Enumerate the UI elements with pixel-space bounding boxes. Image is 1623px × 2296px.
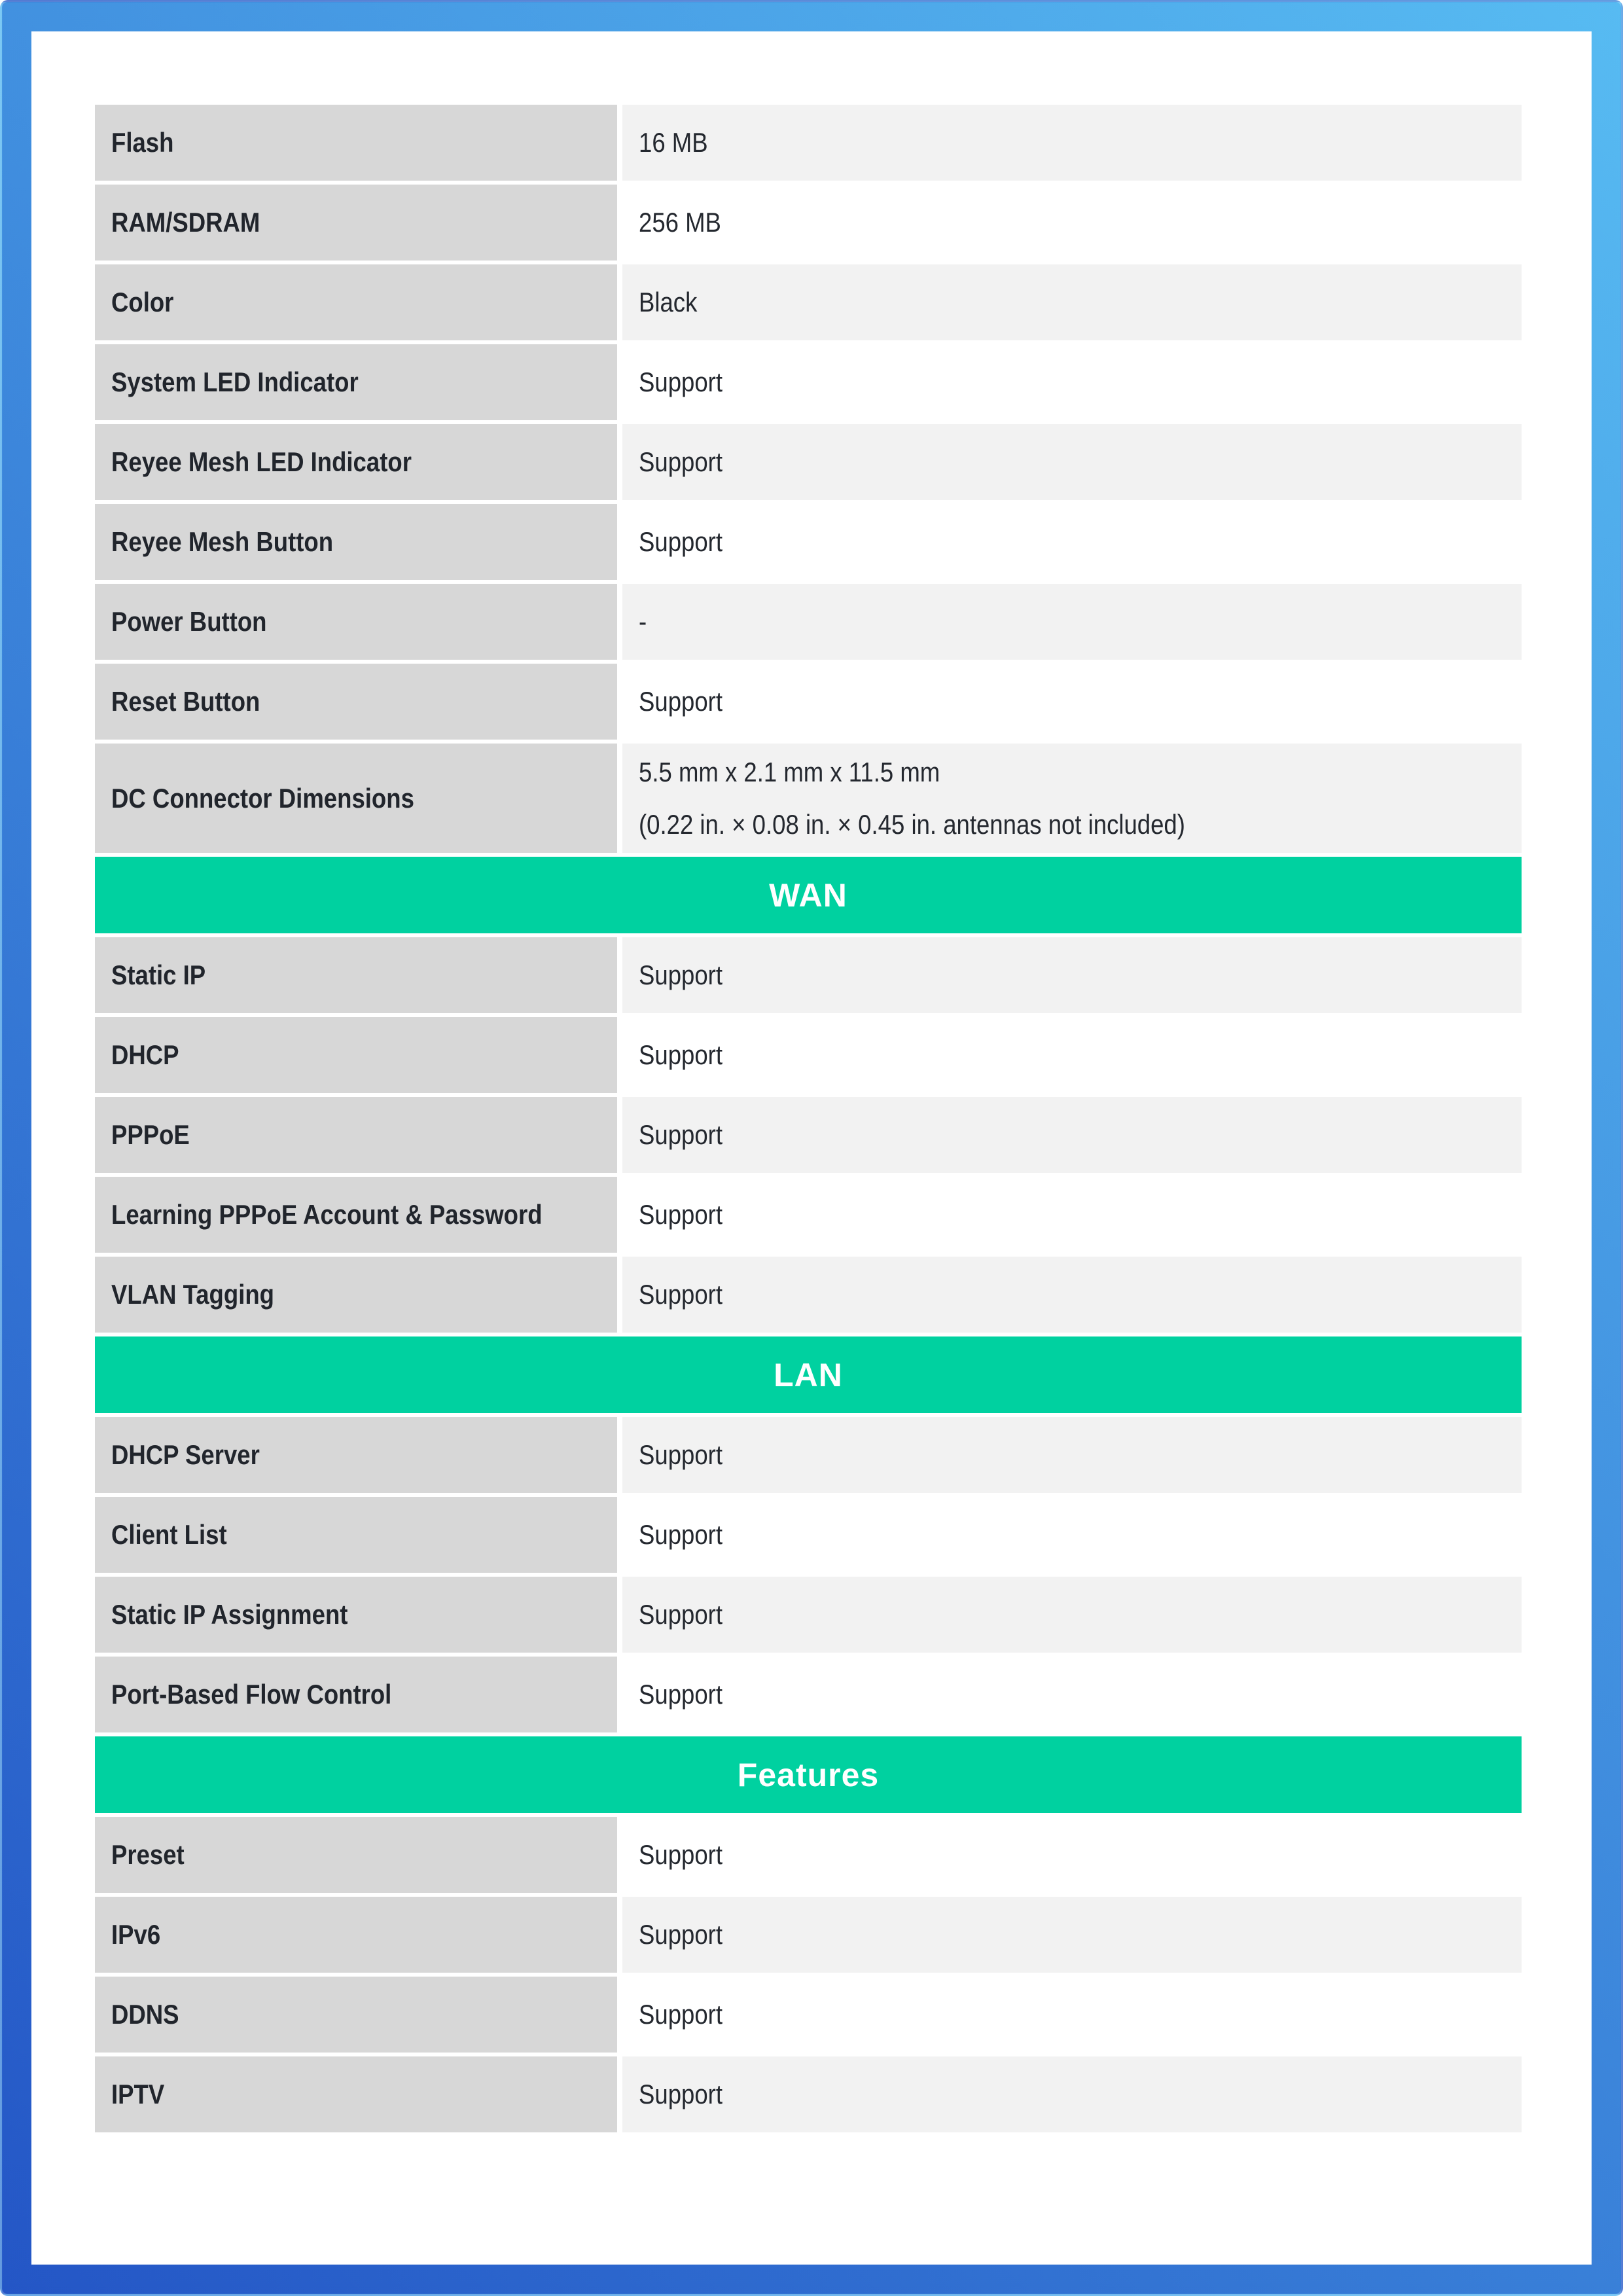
spec-row-dc-connector-dimensions (95, 744, 1522, 853)
spec-value-cell (622, 1017, 1522, 1093)
spec-label-cell (95, 1097, 617, 1173)
spec-value: Support (639, 1999, 722, 2030)
spec-value: Support (639, 526, 722, 557)
spec-row-ddns (95, 1977, 1522, 2053)
spec-label: Reyee Mesh LED Indicator (111, 446, 412, 477)
section-header-lan (95, 1336, 1522, 1413)
spec-label-cell (95, 1897, 617, 1973)
spec-label-cell (95, 1657, 617, 1732)
spec-label: Reyee Mesh Button (111, 526, 334, 557)
spec-value-cell (622, 105, 1522, 181)
spec-label: Learning PPPoE Account & Password (111, 1199, 543, 1230)
section-header-features (95, 1736, 1522, 1813)
spec-value: Support (639, 1039, 722, 1070)
spec-value: Support (639, 1679, 722, 1710)
spec-label-cell (95, 504, 617, 580)
spec-row-power-button (95, 584, 1522, 660)
spec-value: Support (639, 1839, 722, 1870)
spec-value: Support (639, 1199, 722, 1230)
spec-row-client-list (95, 1497, 1522, 1573)
spec-label-cell (95, 105, 617, 181)
spec-label-cell (95, 937, 617, 1013)
spec-value: 16 MB (639, 127, 708, 158)
spec-label: Power Button (111, 606, 267, 637)
spec-row-reyee-mesh-button (95, 504, 1522, 580)
spec-value-cell (622, 1817, 1522, 1893)
spec-label-cell (95, 344, 617, 420)
spec-row-ipv6 (95, 1897, 1522, 1973)
spec-value-cell (622, 2056, 1522, 2132)
spec-value-cell (622, 1257, 1522, 1333)
spec-label-cell (95, 1497, 617, 1573)
spec-row-flash (95, 105, 1522, 181)
spec-value: Black (639, 287, 698, 317)
spec-value-cell (622, 424, 1522, 500)
spec-value: Support (639, 1919, 722, 1950)
page-sheet (31, 31, 1592, 2265)
spec-label-cell (95, 1817, 617, 1893)
spec-value-cell (622, 344, 1522, 420)
spec-row-static-ip-assignment (95, 1577, 1522, 1653)
spec-label-cell (95, 1977, 617, 2053)
spec-value-cell (622, 1977, 1522, 2053)
spec-label: Preset (111, 1839, 185, 1870)
section-header-label: LAN (774, 1356, 843, 1393)
spec-value: Support (639, 446, 722, 477)
spec-row-port-based-flow-control (95, 1657, 1522, 1732)
spec-label-cell (95, 1017, 617, 1093)
spec-label: DC Connector Dimensions (111, 782, 414, 814)
spec-value-cell (622, 1417, 1522, 1493)
spec-value-cell (622, 504, 1522, 580)
spec-row-reset-button (95, 664, 1522, 740)
spec-value: Support (639, 1519, 722, 1550)
spec-label-cell (95, 1417, 617, 1493)
spec-value: Support (639, 1279, 722, 1310)
spec-value-cell (622, 1097, 1522, 1173)
spec-label-cell (95, 1257, 617, 1333)
spec-label: Static IP Assignment (111, 1599, 348, 1630)
spec-label-cell (95, 2056, 617, 2132)
spec-label: System LED Indicator (111, 367, 359, 397)
spec-value-cell (622, 185, 1522, 260)
section-header-wan (95, 857, 1522, 933)
spec-value-cell (622, 584, 1522, 660)
spec-label: DDNS (111, 1999, 179, 2030)
spec-label: IPv6 (111, 1919, 161, 1950)
spec-value-cell (622, 1177, 1522, 1253)
spec-label-cell (95, 744, 617, 853)
spec-value: Support (639, 1439, 722, 1470)
spec-label-cell (95, 1177, 617, 1253)
spec-row-preset (95, 1817, 1522, 1893)
spec-row-system-led-indicator (95, 344, 1522, 420)
section-header-label: WAN (769, 876, 847, 914)
spec-label-cell (95, 264, 617, 340)
spec-label-cell (95, 664, 617, 740)
spec-value-cell (622, 937, 1522, 1013)
spec-value: Support (639, 367, 722, 397)
spec-value: Support (639, 2079, 722, 2109)
spec-label-cell (95, 584, 617, 660)
spec-row-vlan-tagging (95, 1257, 1522, 1333)
spec-value-cell (622, 744, 1522, 853)
spec-value-line: 5.5 mm x 2.1 mm x 11.5 mm (639, 756, 940, 787)
spec-table (95, 105, 1522, 2132)
spec-value: Support (639, 1119, 722, 1150)
spec-value: Support (639, 1599, 722, 1630)
section-header-label: Features (737, 1756, 880, 1793)
spec-value-cell (622, 264, 1522, 340)
spec-value-cell (622, 1577, 1522, 1653)
spec-row-pppoe (95, 1097, 1522, 1173)
spec-label: DHCP (111, 1039, 179, 1070)
spec-value-cell (622, 664, 1522, 740)
spec-row-static-ip (95, 937, 1522, 1013)
spec-label: Port-Based Flow Control (111, 1679, 392, 1710)
spec-row-dhcp-server (95, 1417, 1522, 1493)
spec-value: - (639, 606, 647, 637)
spec-label: Color (111, 287, 174, 317)
spec-label-cell (95, 424, 617, 500)
spec-value-line: (0.22 in. × 0.08 in. × 0.45 in. antennas not included) (639, 808, 1185, 840)
spec-value: Support (639, 686, 722, 717)
spec-value-cell (622, 1657, 1522, 1732)
spec-value-cell (622, 1897, 1522, 1973)
spec-row-ram-sdram (95, 185, 1522, 260)
spec-label: PPPoE (111, 1119, 190, 1150)
spec-label: VLAN Tagging (111, 1279, 274, 1310)
spec-label: Flash (111, 127, 174, 158)
spec-value-cell (622, 1497, 1522, 1573)
spec-row-iptv (95, 2056, 1522, 2132)
spec-row-color (95, 264, 1522, 340)
spec-label: Static IP (111, 960, 206, 990)
spec-label-cell (95, 185, 617, 260)
spec-label: Client List (111, 1519, 227, 1550)
spec-label: IPTV (111, 2079, 165, 2109)
spec-label: RAM/SDRAM (111, 207, 260, 238)
spec-row-reyee-mesh-led-indicator (95, 424, 1522, 500)
spec-label: DHCP Server (111, 1439, 260, 1470)
spec-label: Reset Button (111, 686, 260, 717)
spec-value: 256 MB (639, 207, 721, 238)
spec-row-learning-pppoe-account-password (95, 1177, 1522, 1253)
spec-value: Support (639, 960, 722, 990)
spec-row-dhcp (95, 1017, 1522, 1093)
spec-label-cell (95, 1577, 617, 1653)
